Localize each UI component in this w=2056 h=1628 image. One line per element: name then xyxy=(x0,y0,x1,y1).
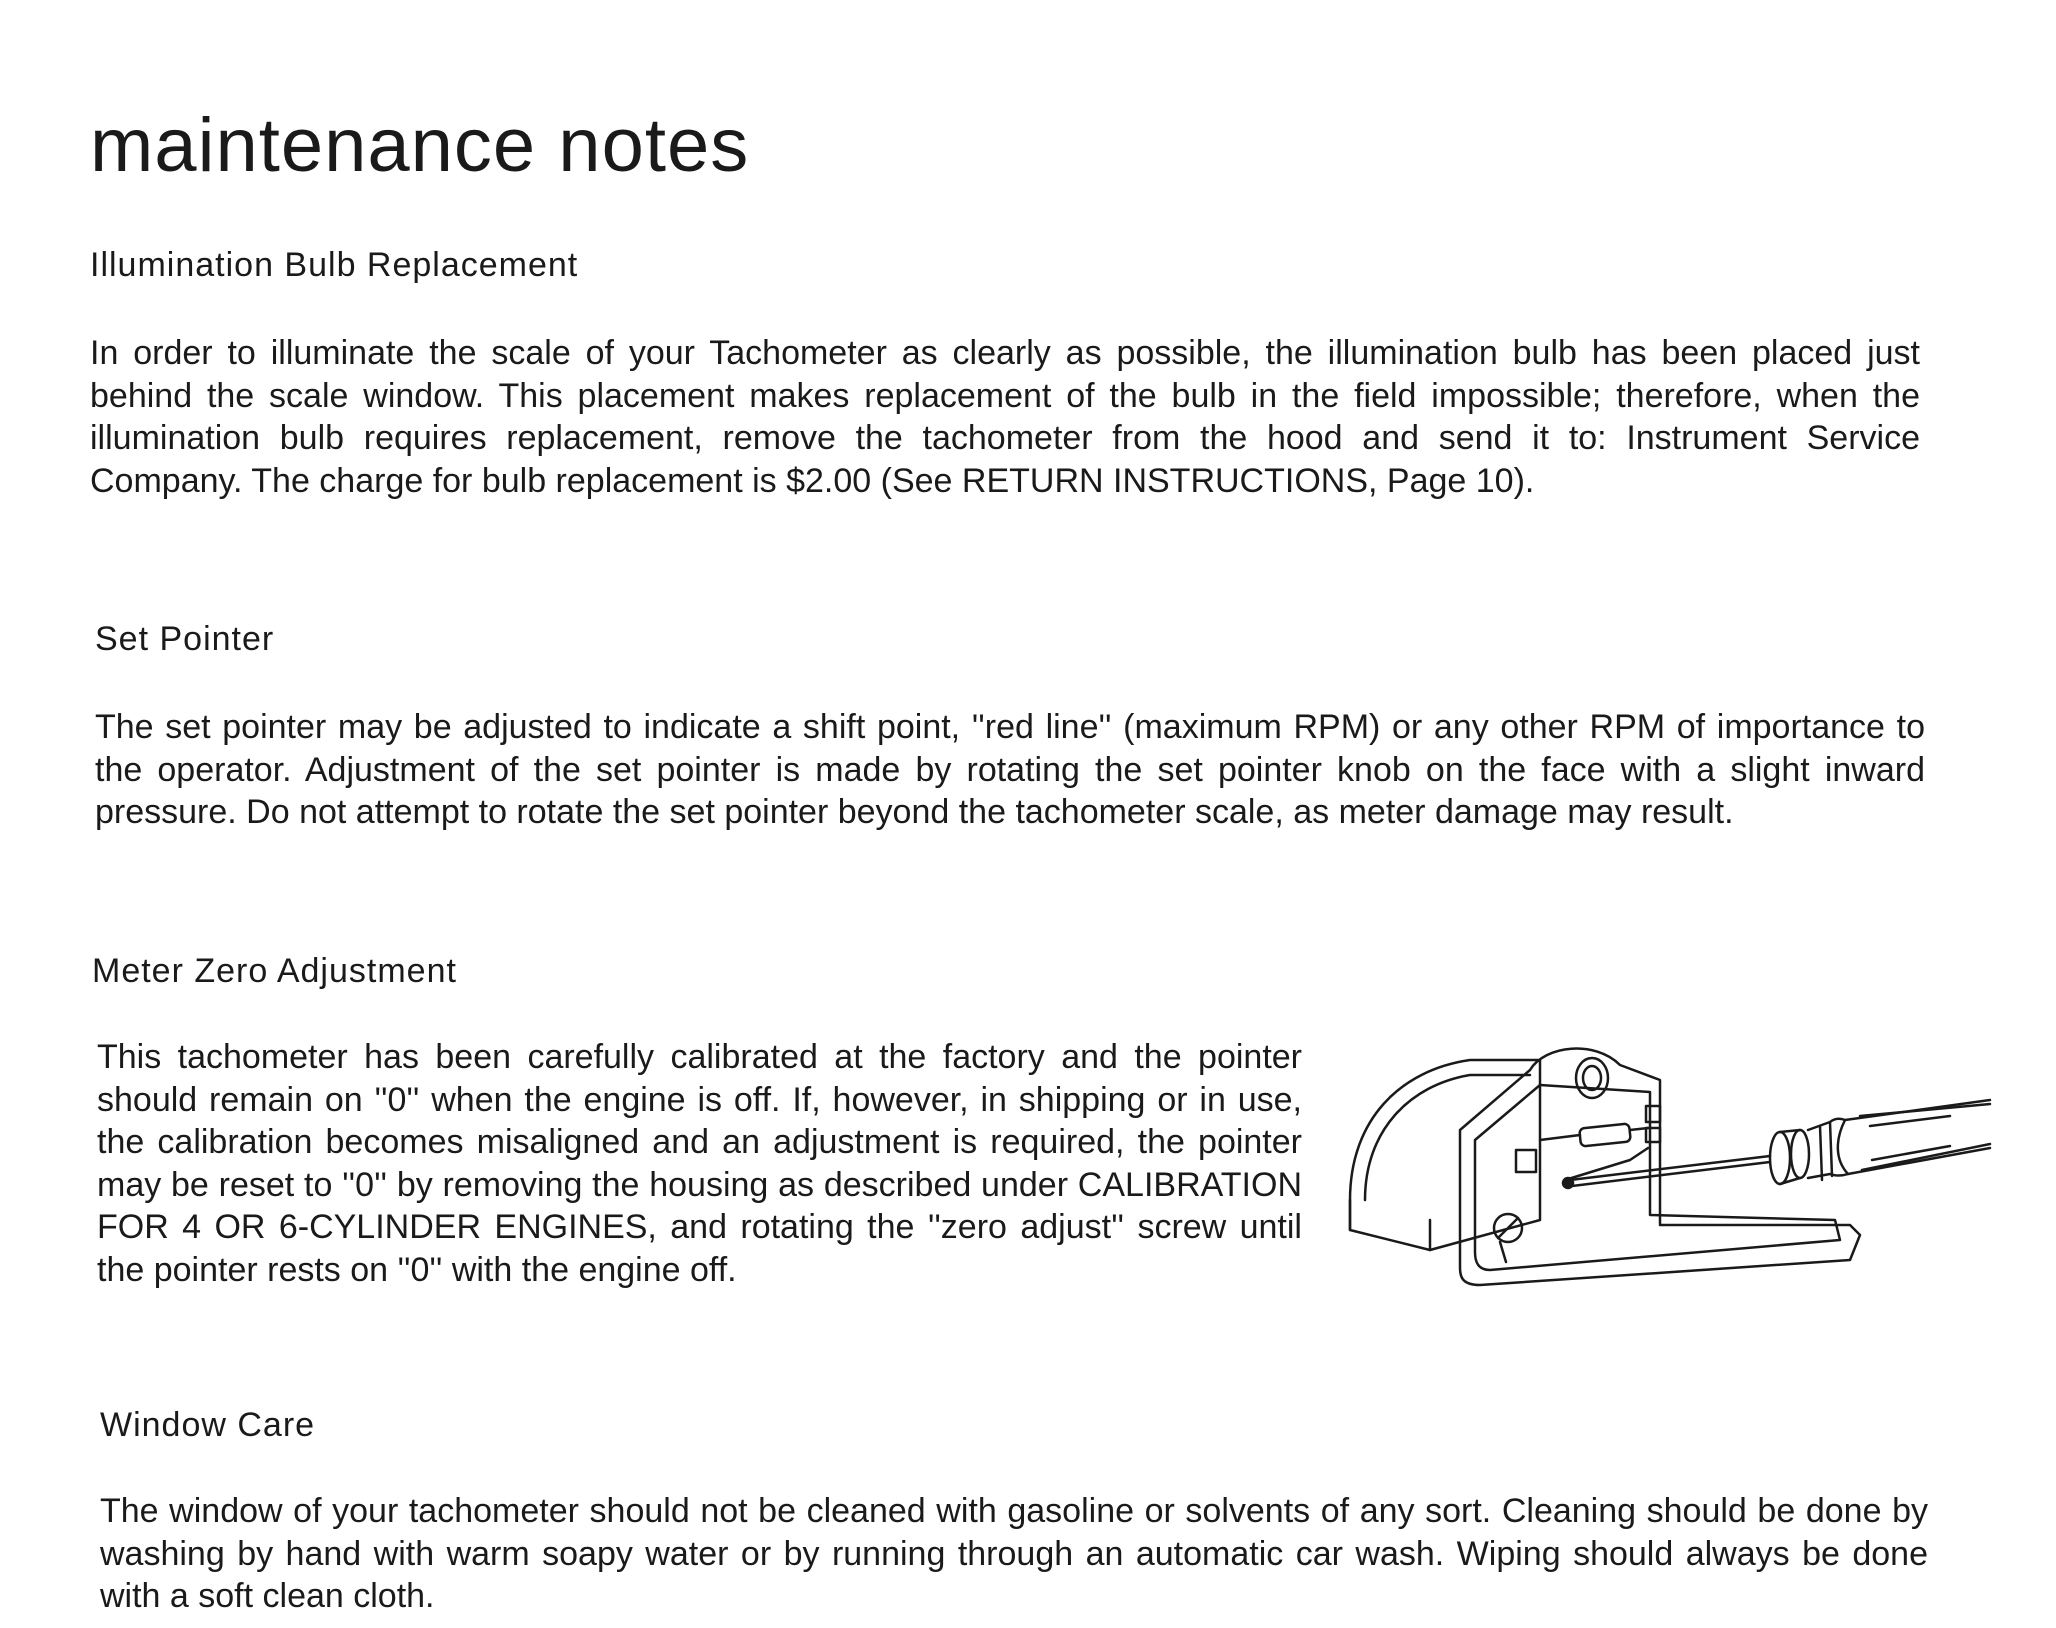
zero-adjust-illustration xyxy=(1330,1030,2010,1330)
paragraph-meter-zero-adjustment: This tachometer has been carefully calibrated at the factory and the pointer should remain on ''0'' when the engine is off. If, however, in shipping or in use, the calibration becomes misaligned and an adjustment is required, the pointer may be reset to ''0'' by removing the housing as described under CALIBRATION FOR 4 OR 6-CYLINDER ENGINES, and rotating the ''zero adjust'' screw until the pointer rests on ''0'' with the engine off. xyxy=(97,1038,1302,1289)
paragraph-window-care: The window of your tachometer should not be cleaned with gasoline or solvents of any sort. Cleaning should be done by washing by hand with warm soapy water or by running through an automatic car wash. Wiping should always be done with a soft clean cloth. xyxy=(100,1492,1928,1615)
paragraph-illumination-bulb-replacement: In order to illuminate the scale of your Tachometer as clearly as possible, the illumination bulb has been placed just behind the scale window. This placement makes replacement of the bulb in the field impossible; therefore, when the illumination bulb requires replacement, remove the tachometer from the hood and send it to: Instrument Service Company. The charge for bulb replacement is $2.00 (See RETURN INSTRUCTIONS, Page 10). xyxy=(90,334,1920,500)
zero-adjust-screw-icon xyxy=(1494,1214,1522,1262)
heading-window-care: Window Care xyxy=(100,1406,316,1444)
screwdriver-icon xyxy=(1563,1100,1990,1188)
internal-components xyxy=(1516,1106,1660,1180)
heading-set-pointer: Set Pointer xyxy=(95,620,275,658)
meter-housing xyxy=(1350,1060,1540,1250)
page-title: maintenance notes xyxy=(90,103,750,188)
mounting-plate xyxy=(1460,1049,1860,1285)
heading-illumination-bulb-replacement: Illumination Bulb Replacement xyxy=(90,246,579,284)
paragraph-set-pointer: The set pointer may be adjusted to indicate a shift point, ''red line'' (maximum RPM) or any other RPM of importance to the operator. Adjustment of the set pointer is made by rotating the set pointer knob on the face with a slight inward pressure. Do not attempt to rotate the set pointer beyond the tachometer scale, as meter damage may result. xyxy=(95,708,1925,831)
heading-meter-zero-adjustment: Meter Zero Adjustment xyxy=(92,952,457,990)
